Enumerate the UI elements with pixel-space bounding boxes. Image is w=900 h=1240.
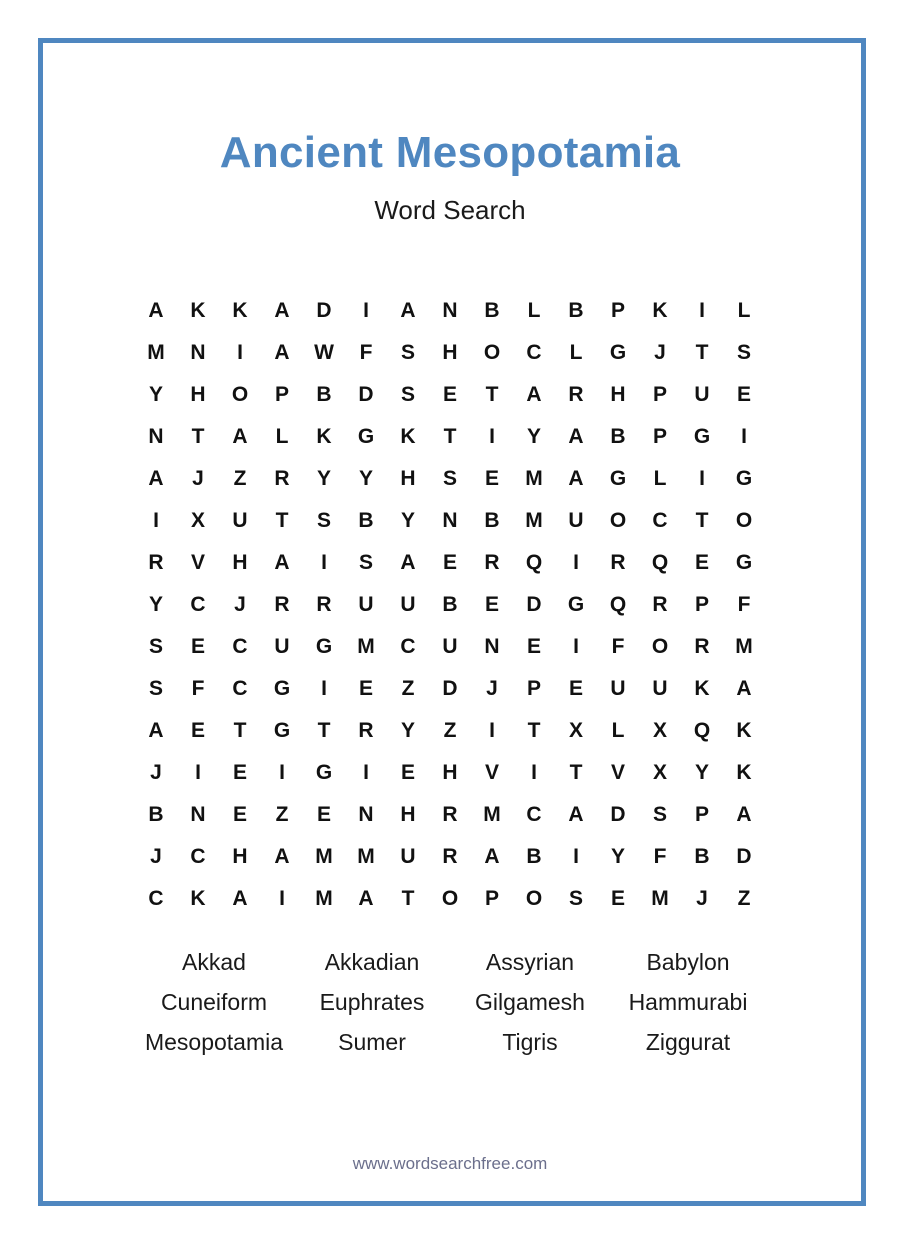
grid-letter[interactable]: E (526, 635, 541, 658)
grid-letter[interactable]: V (484, 761, 499, 784)
grid-letter[interactable]: V (610, 761, 625, 784)
grid-letter[interactable]: I (699, 467, 705, 490)
grid-letter[interactable]: A (274, 341, 290, 364)
grid-letter[interactable]: D (736, 845, 752, 868)
grid-letter[interactable]: C (232, 677, 248, 700)
grid-letter[interactable]: O (651, 635, 669, 658)
grid-letter[interactable]: R (148, 551, 164, 574)
grid-letter[interactable]: U (568, 509, 584, 532)
grid-letter[interactable]: F (191, 677, 205, 700)
grid-letter[interactable]: E (358, 677, 373, 700)
grid-letter[interactable]: O (735, 509, 753, 532)
grid-letter[interactable]: B (568, 299, 584, 322)
grid-letter[interactable]: B (610, 425, 626, 448)
grid-letter[interactable]: I (321, 677, 327, 700)
grid-letter[interactable]: E (232, 803, 247, 826)
grid-letter[interactable]: I (531, 761, 537, 784)
grid-letter[interactable]: X (652, 761, 667, 784)
grid-letter[interactable]: M (735, 635, 753, 658)
grid-letter[interactable]: M (525, 509, 543, 532)
grid-row (135, 626, 765, 668)
grid-letter[interactable]: I (573, 551, 579, 574)
grid-letter[interactable]: U (652, 677, 668, 700)
grid-row (135, 752, 765, 794)
grid-letter[interactable]: P (652, 383, 667, 406)
grid-letter[interactable]: M (651, 887, 669, 910)
grid-letter[interactable]: F (737, 593, 751, 616)
grid-letter[interactable]: K (190, 299, 206, 322)
grid-letter[interactable]: A (568, 425, 584, 448)
grid-letter[interactable]: Z (233, 467, 247, 490)
grid-letter[interactable]: R (568, 383, 584, 406)
grid-letter[interactable]: L (611, 719, 625, 742)
grid-letter[interactable]: I (195, 761, 201, 784)
grid-letter[interactable]: N (358, 803, 374, 826)
grid-row (135, 878, 765, 920)
grid-letter[interactable]: S (148, 635, 163, 658)
grid-letter[interactable]: T (275, 509, 289, 532)
grid-letter[interactable]: K (694, 677, 710, 700)
grid-letter[interactable]: I (489, 719, 495, 742)
grid-letter[interactable]: R (694, 635, 710, 658)
grid-letter[interactable]: E (442, 383, 457, 406)
grid-letter[interactable]: T (233, 719, 247, 742)
grid-letter[interactable]: M (315, 845, 333, 868)
grid-letter[interactable]: E (316, 803, 331, 826)
footer-url[interactable]: www.wordsearchfree.com (352, 1154, 548, 1173)
grid-letter[interactable]: M (315, 887, 333, 910)
grid-letter[interactable]: B (694, 845, 710, 868)
grid-letter[interactable]: N (190, 341, 206, 364)
grid-letter[interactable]: Z (443, 719, 457, 742)
grid-letter[interactable]: S (400, 383, 415, 406)
grid-letter[interactable]: A (358, 887, 374, 910)
word-list-item: Akkadian (324, 949, 420, 975)
word-list-item: Cuneiform (160, 989, 268, 1015)
word-list-item: Gilgamesh (475, 989, 585, 1015)
grid-letter[interactable]: C (526, 803, 542, 826)
grid-letter[interactable]: J (654, 341, 666, 364)
grid-letter[interactable]: K (400, 425, 416, 448)
word-list-item: Assyrian (485, 949, 575, 975)
grid-row (135, 500, 765, 542)
grid-letter[interactable]: Y (358, 467, 373, 490)
grid-letter[interactable]: I (741, 425, 747, 448)
grid-letter[interactable]: U (400, 845, 416, 868)
grid-letter[interactable]: A (274, 299, 290, 322)
grid-letter[interactable]: P (694, 593, 709, 616)
grid-letter[interactable]: P (484, 887, 499, 910)
grid-letter[interactable]: D (316, 299, 332, 322)
grid-letter[interactable]: R (442, 845, 458, 868)
grid-letter[interactable]: Q (525, 551, 543, 574)
grid-letter[interactable]: S (652, 803, 667, 826)
grid-letter[interactable]: T (191, 425, 205, 448)
grid-letter[interactable]: L (275, 425, 289, 448)
grid-letter[interactable]: C (652, 509, 668, 532)
grid-letter[interactable]: R (316, 593, 332, 616)
grid-letter[interactable]: U (358, 593, 374, 616)
grid-row (135, 794, 765, 836)
grid-letter[interactable]: E (190, 635, 205, 658)
grid-letter[interactable]: Y (148, 593, 163, 616)
grid-letter[interactable]: B (484, 299, 500, 322)
word-list-item: Babylon (646, 949, 730, 975)
grid-letter[interactable]: Z (401, 677, 415, 700)
grid-letter[interactable]: U (610, 677, 626, 700)
grid-letter[interactable]: C (232, 635, 248, 658)
word-list-item: Mesopotamia (144, 1029, 284, 1055)
grid-letter[interactable]: O (441, 887, 459, 910)
grid-letter[interactable]: N (190, 803, 206, 826)
grid-letter[interactable]: J (150, 761, 162, 784)
grid-letter[interactable]: N (484, 635, 500, 658)
grid-letter[interactable]: I (153, 509, 159, 532)
grid-letter[interactable]: U (274, 635, 290, 658)
grid-letter[interactable]: A (148, 719, 164, 742)
grid-letter[interactable]: C (400, 635, 416, 658)
grid-letter[interactable]: G (693, 425, 711, 448)
grid-letter[interactable]: C (190, 845, 206, 868)
grid-letter[interactable]: S (736, 341, 751, 364)
grid-letter[interactable]: I (237, 341, 243, 364)
grid-letter[interactable]: Y (148, 383, 163, 406)
grid-letter[interactable]: N (442, 509, 458, 532)
grid-letter[interactable]: I (279, 887, 285, 910)
grid-letter[interactable]: R (484, 551, 500, 574)
grid-letter[interactable]: Q (609, 593, 627, 616)
word-list-item: Akkad (182, 949, 246, 975)
grid-letter[interactable]: Q (693, 719, 711, 742)
grid-row (135, 332, 765, 374)
grid-letter[interactable]: A (148, 299, 164, 322)
grid-letter[interactable]: T (695, 341, 709, 364)
grid-letter[interactable]: F (653, 845, 667, 868)
grid-letter[interactable]: E (484, 467, 499, 490)
grid-letter[interactable]: E (694, 551, 709, 574)
grid-letter[interactable]: Y (400, 719, 415, 742)
grid-letter[interactable]: T (317, 719, 331, 742)
grid-letter[interactable]: S (442, 467, 457, 490)
grid-letter[interactable]: A (484, 845, 500, 868)
grid-letter[interactable]: H (400, 467, 416, 490)
word-list-item: Sumer (338, 1029, 406, 1055)
grid-letter[interactable]: I (363, 761, 369, 784)
grid-letter[interactable]: Y (610, 845, 625, 868)
grid-letter[interactable]: O (609, 509, 627, 532)
grid-letter[interactable]: Y (400, 509, 415, 532)
grid-letter[interactable]: A (148, 467, 164, 490)
grid-letter[interactable]: B (484, 509, 500, 532)
grid-letter[interactable]: G (315, 635, 333, 658)
grid-letter[interactable]: B (526, 845, 542, 868)
grid-letter[interactable]: K (652, 299, 668, 322)
grid-letter[interactable]: A (274, 551, 290, 574)
grid-letter[interactable]: R (610, 551, 626, 574)
grid-letter[interactable]: H (442, 761, 458, 784)
grid-letter[interactable]: Z (737, 887, 751, 910)
grid-letter[interactable]: S (400, 341, 415, 364)
grid-letter[interactable]: P (526, 677, 541, 700)
grid-letter[interactable]: T (485, 383, 499, 406)
word-list-item: Euphrates (319, 989, 425, 1015)
grid-letter[interactable]: G (609, 467, 627, 490)
grid-letter[interactable]: B (148, 803, 164, 826)
letter-grid (135, 290, 765, 920)
word-list-item: Hammurabi (628, 989, 748, 1015)
grid-letter[interactable]: M (357, 635, 375, 658)
grid-letter[interactable]: E (190, 719, 205, 742)
grid-letter[interactable]: H (190, 383, 206, 406)
grid-row (135, 584, 765, 626)
grid-letter[interactable]: W (314, 341, 334, 364)
grid-letter[interactable]: P (652, 425, 667, 448)
grid-letter[interactable]: T (569, 761, 583, 784)
grid-letter[interactable]: A (568, 803, 584, 826)
grid-letter[interactable]: K (736, 719, 752, 742)
grid-letter[interactable]: J (150, 845, 162, 868)
grid-letter[interactable]: B (442, 593, 458, 616)
grid-letter[interactable]: H (442, 341, 458, 364)
grid-row (135, 374, 765, 416)
grid-letter[interactable]: O (483, 341, 501, 364)
grid-letter[interactable]: M (525, 467, 543, 490)
grid-letter[interactable]: N (442, 299, 458, 322)
grid-letter[interactable]: U (442, 635, 458, 658)
grid-letter[interactable]: U (694, 383, 710, 406)
grid-letter[interactable]: R (274, 467, 290, 490)
word-list-item: Tigris (502, 1029, 558, 1055)
grid-row (135, 458, 765, 500)
grid-letter[interactable]: J (486, 677, 498, 700)
grid-letter[interactable]: I (699, 299, 705, 322)
grid-letter[interactable]: D (610, 803, 626, 826)
page-subtitle: Word Search (374, 195, 526, 225)
grid-letter[interactable]: R (358, 719, 374, 742)
grid-letter[interactable]: P (694, 803, 709, 826)
grid-letter[interactable]: E (400, 761, 415, 784)
grid-letter[interactable]: X (190, 509, 205, 532)
grid-letter[interactable]: I (363, 299, 369, 322)
grid-letter[interactable]: H (232, 551, 248, 574)
grid-letter[interactable]: R (442, 803, 458, 826)
grid-letter[interactable]: H (232, 845, 248, 868)
grid-letter[interactable]: Q (651, 551, 669, 574)
grid-letter[interactable]: A (232, 887, 248, 910)
grid-letter[interactable]: J (192, 467, 204, 490)
grid-letter[interactable]: G (357, 425, 375, 448)
grid-letter[interactable]: B (358, 509, 374, 532)
grid-letter[interactable]: G (609, 341, 627, 364)
grid-letter[interactable]: O (525, 887, 543, 910)
grid-letter[interactable]: D (526, 593, 542, 616)
grid-letter[interactable]: N (148, 425, 164, 448)
grid-letter[interactable]: B (316, 383, 332, 406)
grid-letter[interactable]: A (232, 425, 248, 448)
grid-letter[interactable]: A (568, 467, 584, 490)
grid-letter[interactable]: S (316, 509, 331, 532)
grid-letter[interactable]: I (321, 551, 327, 574)
grid-letter[interactable]: J (696, 887, 708, 910)
grid-letter[interactable]: L (737, 299, 751, 322)
grid-letter[interactable]: G (273, 719, 291, 742)
word-list (135, 942, 767, 1062)
grid-letter[interactable]: M (483, 803, 501, 826)
grid-letter[interactable]: V (190, 551, 205, 574)
grid-letter[interactable]: E (568, 677, 583, 700)
grid-letter[interactable]: K (232, 299, 248, 322)
grid-letter[interactable]: T (527, 719, 541, 742)
word-list-item: Ziggurat (645, 1029, 731, 1055)
grid-letter[interactable]: G (273, 677, 291, 700)
grid-letter[interactable]: S (148, 677, 163, 700)
grid-letter[interactable]: M (357, 845, 375, 868)
grid-letter[interactable]: E (610, 887, 625, 910)
grid-letter[interactable]: R (274, 593, 290, 616)
grid-letter[interactable]: S (358, 551, 373, 574)
grid-letter[interactable]: C (148, 887, 164, 910)
grid-letter[interactable]: P (274, 383, 289, 406)
grid-letter[interactable]: K (736, 761, 752, 784)
grid-letter[interactable]: L (569, 341, 583, 364)
grid-letter[interactable]: X (652, 719, 667, 742)
page-title: Ancient Mesopotamia (219, 128, 681, 177)
grid-letter[interactable]: I (279, 761, 285, 784)
grid-letter[interactable]: A (274, 845, 290, 868)
grid-letter[interactable]: L (653, 467, 667, 490)
grid-letter[interactable]: A (400, 551, 416, 574)
grid-letter[interactable]: R (652, 593, 668, 616)
grid-row (135, 290, 765, 332)
grid-letter[interactable]: D (442, 677, 458, 700)
grid-letter[interactable]: G (567, 593, 585, 616)
grid-letter[interactable]: C (190, 593, 206, 616)
grid-letter[interactable]: Y (526, 425, 541, 448)
grid-letter[interactable]: Y (316, 467, 331, 490)
grid-letter[interactable]: F (359, 341, 373, 364)
grid-letter[interactable]: S (568, 887, 583, 910)
grid-letter[interactable]: U (400, 593, 416, 616)
grid-letter[interactable]: J (234, 593, 246, 616)
grid-letter[interactable]: T (695, 509, 709, 532)
grid-letter[interactable]: G (735, 467, 753, 490)
grid-row (135, 416, 765, 458)
grid-letter[interactable]: P (610, 299, 625, 322)
grid-letter[interactable]: A (526, 383, 542, 406)
grid-letter[interactable]: T (401, 887, 415, 910)
grid-row (135, 668, 765, 710)
grid-letter[interactable]: U (232, 509, 248, 532)
grid-letter[interactable]: I (573, 635, 579, 658)
grid-letter[interactable]: Y (694, 761, 709, 784)
grid-row (135, 710, 765, 752)
grid-letter[interactable]: K (190, 887, 206, 910)
grid-letter[interactable]: H (610, 383, 626, 406)
grid-letter[interactable]: D (358, 383, 374, 406)
grid-letter[interactable]: E (484, 593, 499, 616)
grid-letter[interactable]: Z (275, 803, 289, 826)
grid-row (135, 542, 765, 584)
grid-letter[interactable]: L (527, 299, 541, 322)
grid-row (135, 836, 765, 878)
grid-letter[interactable]: C (526, 341, 542, 364)
grid-letter[interactable]: E (736, 383, 751, 406)
grid-letter[interactable]: F (611, 635, 625, 658)
grid-letter[interactable]: I (573, 845, 579, 868)
grid-letter[interactable]: T (443, 425, 457, 448)
grid-letter[interactable]: E (232, 761, 247, 784)
grid-letter[interactable]: G (735, 551, 753, 574)
grid-letter[interactable]: K (316, 425, 332, 448)
grid-letter[interactable]: I (489, 425, 495, 448)
grid-letter[interactable]: H (400, 803, 416, 826)
grid-letter[interactable]: G (315, 761, 333, 784)
grid-letter[interactable]: X (568, 719, 583, 742)
grid-letter[interactable]: M (147, 341, 165, 364)
grid-letter[interactable]: A (736, 677, 752, 700)
grid-letter[interactable]: O (231, 383, 249, 406)
grid-letter[interactable]: A (400, 299, 416, 322)
grid-letter[interactable]: E (442, 551, 457, 574)
grid-letter[interactable]: A (736, 803, 752, 826)
